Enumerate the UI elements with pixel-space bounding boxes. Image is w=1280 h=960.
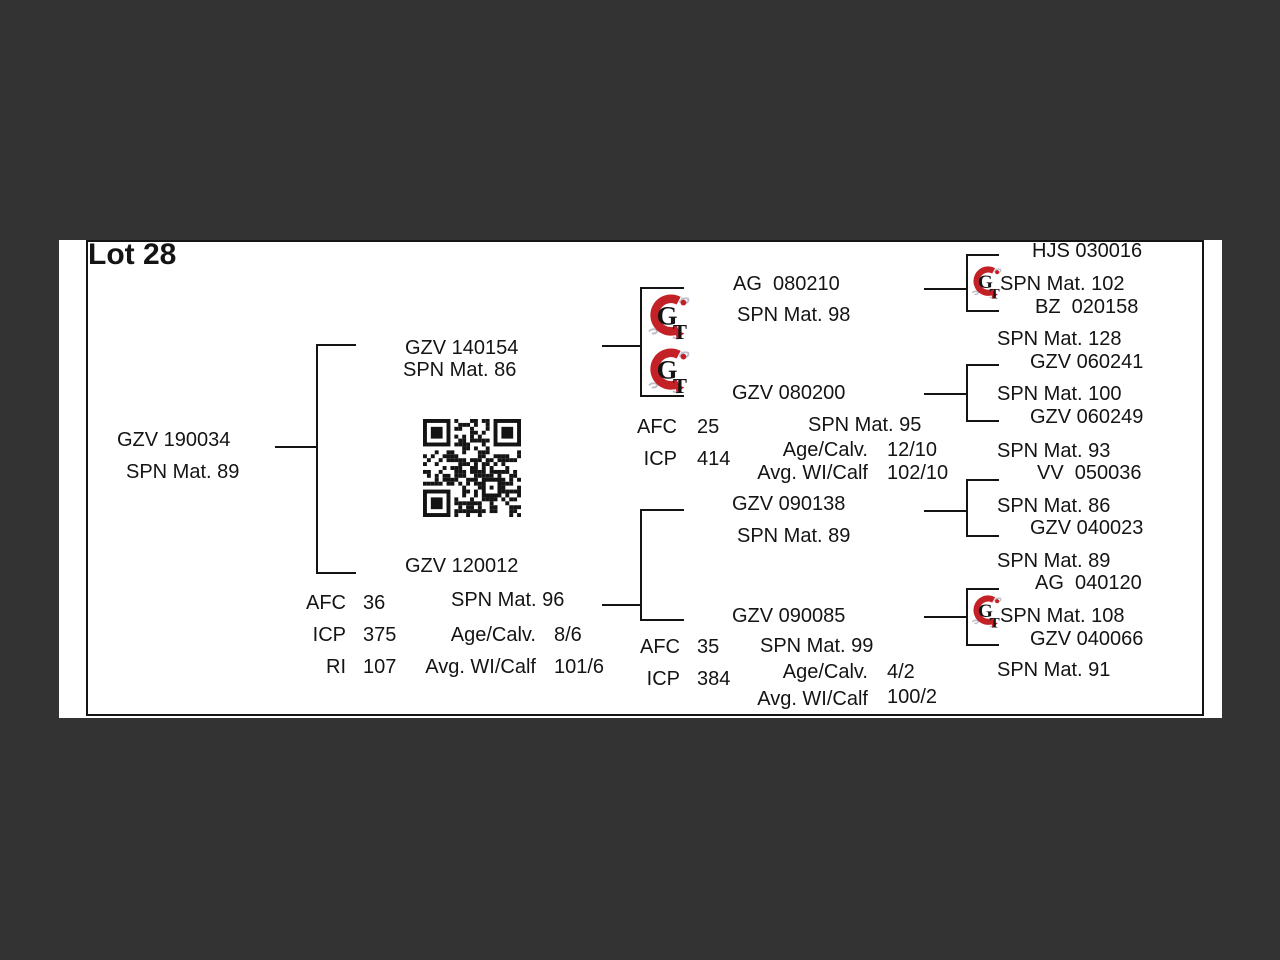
pedigree-line [640, 619, 684, 621]
stat-label-ri-dam: RI [326, 656, 346, 678]
animal-id-sire-dam: GZV 080200 [732, 382, 846, 404]
stat-value-afc-dam: 36 [363, 592, 386, 614]
stat-label-avgwicalf-dam: Avg. WI/Calf [425, 656, 536, 678]
animal-mat-gen4-4: SPN Mat. 93 [997, 440, 1111, 462]
animal-mat-sire-sire: SPN Mat. 98 [737, 304, 851, 326]
animal-id-dam-sire: GZV 090138 [732, 493, 846, 515]
stat-label-afc-dam-dam: AFC [640, 636, 680, 658]
animal-id-sire: GZV 140154 [405, 337, 519, 359]
pedigree-line [966, 310, 999, 312]
stat-value-avgwicalf-sire-dam: 102/10 [887, 462, 949, 484]
animal-mat-dam: SPN Mat. 96 [451, 589, 565, 611]
stat-label-agecalv-dam-dam: Age/Calv. [782, 661, 868, 683]
animal-id-gen4-1: HJS 030016 [1032, 240, 1143, 262]
animal-mat-gen4-1: SPN Mat. 102 [1000, 273, 1125, 295]
animal-id-gen4-5: VV 050036 [1037, 462, 1142, 484]
stat-label-agecalv-sire-dam: Age/Calv. [782, 439, 868, 461]
stat-value-agecalv-sire-dam: 12/10 [887, 439, 938, 461]
gt-logo-icon [971, 595, 1004, 628]
animal-mat-gen4-7: SPN Mat. 108 [1000, 605, 1125, 627]
pedigree-line [924, 510, 967, 512]
pedigree-line [924, 288, 967, 290]
pedigree-line [966, 588, 968, 646]
gt-logo-icon [647, 348, 693, 394]
animal-id-gen4-2: BZ 020158 [1035, 296, 1139, 318]
pedigree-line [966, 588, 999, 590]
stat-value-icp-sire-dam: 414 [697, 448, 731, 470]
stat-label-afc-sire-dam: AFC [637, 416, 677, 438]
qr-code [423, 417, 521, 519]
animal-id-gen4-8: GZV 040066 [1030, 628, 1144, 650]
pedigree-line [966, 364, 968, 422]
pedigree-line [924, 393, 967, 395]
stat-value-icp-dam: 375 [363, 624, 397, 646]
animal-id-gen4-7: AG 040120 [1035, 572, 1142, 594]
stat-value-agecalv-dam-dam: 4/2 [887, 661, 915, 683]
animal-id-dam: GZV 120012 [405, 555, 519, 577]
pedigree-line [966, 644, 999, 646]
pedigree-line [924, 616, 967, 618]
stat-label-avgwicalf-sire-dam: Avg. WI/Calf [757, 462, 868, 484]
animal-mat-gen4-8: SPN Mat. 91 [997, 659, 1111, 681]
stat-label-icp-dam: ICP [312, 624, 346, 646]
animal-mat-gen4-5: SPN Mat. 86 [997, 495, 1111, 517]
pedigree-line [640, 509, 642, 621]
stat-value-avgwicalf-dam-dam: 100/2 [887, 686, 938, 708]
stat-value-ri-dam: 107 [363, 656, 397, 678]
animal-id-dam-dam: GZV 090085 [732, 605, 846, 627]
pedigree-line [966, 535, 999, 537]
pedigree-line [316, 572, 356, 574]
pedigree-line [966, 420, 999, 422]
pedigree-line [316, 344, 356, 346]
stat-value-afc-dam-dam: 35 [697, 636, 720, 658]
animal-mat-dam-sire: SPN Mat. 89 [737, 525, 851, 547]
pedigree-line [966, 479, 999, 481]
pedigree-line [640, 287, 684, 289]
animal-mat-gen4-3: SPN Mat. 100 [997, 383, 1122, 405]
stat-value-agecalv-dam: 8/6 [554, 624, 582, 646]
pedigree-line [275, 446, 317, 448]
animal-mat-sire-dam: SPN Mat. 95 [808, 414, 922, 436]
animal-id-gen4-6: GZV 040023 [1030, 517, 1144, 539]
stat-value-icp-dam-dam: 384 [697, 668, 731, 690]
animal-id-sire-sire: AG 080210 [733, 273, 840, 295]
pedigree-line [966, 479, 968, 537]
pedigree-line [316, 344, 318, 574]
animal-mat-sire: SPN Mat. 86 [403, 359, 517, 381]
gt-logo-icon [647, 294, 693, 340]
gt-logo-icon [971, 266, 1004, 299]
animal-mat-subject: SPN Mat. 89 [126, 461, 240, 483]
pedigree-line [966, 254, 999, 256]
animal-id-subject: GZV 190034 [117, 429, 231, 451]
animal-mat-gen4-6: SPN Mat. 89 [997, 550, 1111, 572]
pedigree-line [966, 254, 968, 312]
pedigree-line [602, 604, 640, 606]
animal-id-gen4-4: GZV 060249 [1030, 406, 1144, 428]
animal-id-gen4-3: GZV 060241 [1030, 351, 1144, 373]
stat-value-afc-sire-dam: 25 [697, 416, 720, 438]
pedigree-line [966, 364, 999, 366]
pedigree-line [640, 509, 684, 511]
stat-label-agecalv-dam: Age/Calv. [450, 624, 536, 646]
animal-mat-dam-dam: SPN Mat. 99 [760, 635, 874, 657]
pedigree-line [602, 345, 640, 347]
stat-label-icp-sire-dam: ICP [643, 448, 677, 470]
animal-mat-gen4-2: SPN Mat. 128 [997, 328, 1122, 350]
pedigree-line [640, 395, 684, 397]
stat-label-icp-dam-dam: ICP [646, 668, 680, 690]
lot-title: Lot 28 [88, 238, 177, 271]
stat-value-avgwicalf-dam: 101/6 [554, 656, 605, 678]
stat-label-avgwicalf-dam-dam: Avg. WI/Calf [757, 688, 868, 710]
pedigree-line [640, 287, 642, 397]
catalog-page [59, 240, 1222, 718]
stat-label-afc-dam: AFC [306, 592, 346, 614]
